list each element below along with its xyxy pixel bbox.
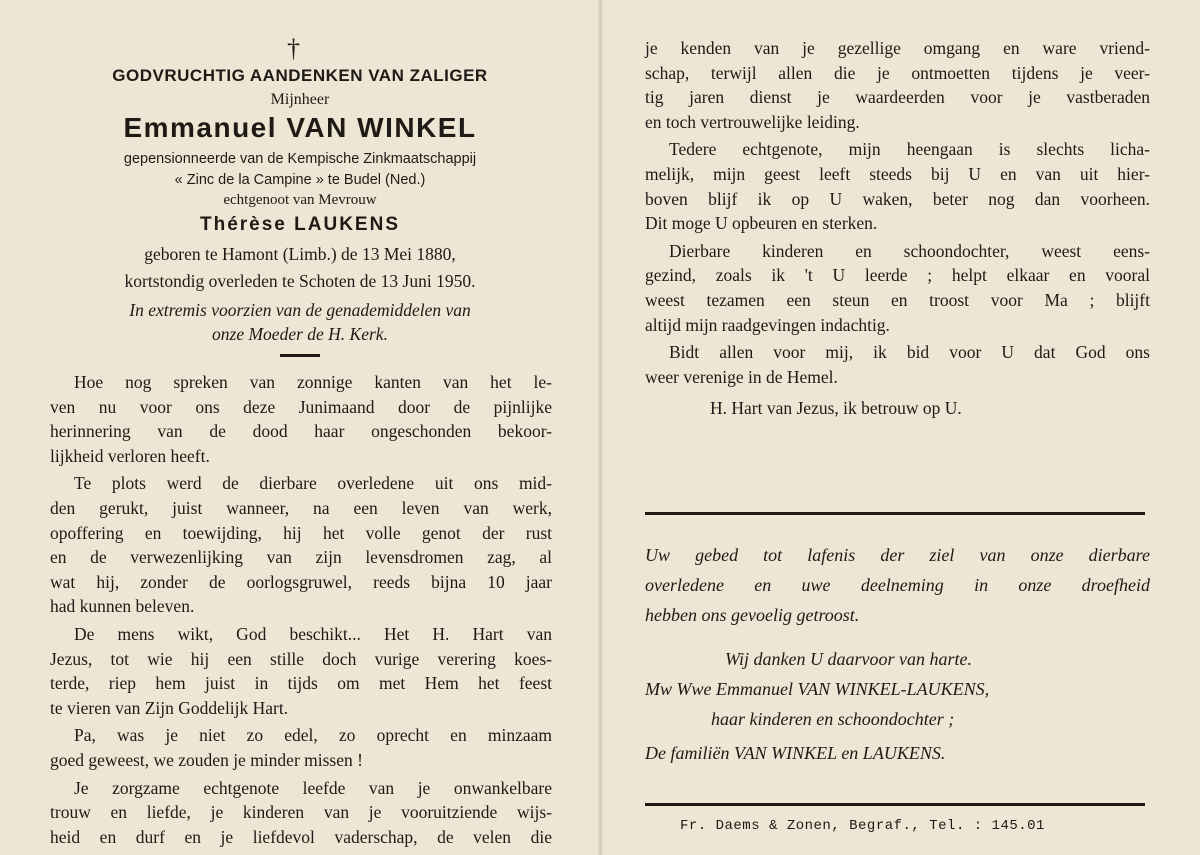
text-line: tig jaren dienst je waardeerden voor je vastberaden bbox=[645, 87, 1150, 108]
text-line: heid en durf en je liefdevol vaderschap, de velen die bbox=[50, 826, 552, 847]
text-line: altijd mijn raadgevingen indachtig. bbox=[645, 314, 890, 335]
text-line: je kenden van je gezellige omgang en ware vriend- bbox=[645, 38, 1150, 58]
occupation-line-1: gepensionneerde van de Kempische Zinkmaatschappij bbox=[123, 151, 477, 167]
text-line: weer verenige in de Hemel. bbox=[645, 366, 838, 387]
salutation: Mijnheer bbox=[270, 91, 330, 108]
text-line: gezind, zoals ik 't U leerde ; helpt elkaar en vooral bbox=[645, 265, 1150, 286]
paragraph bbox=[50, 471, 552, 619]
text-line: Uw gebed tot lafenis der ziel van onze dierbare bbox=[645, 545, 1150, 565]
text-line: ven nu voor ons deze Junimaand door de pijnlijke bbox=[50, 396, 552, 417]
occupation-line-2: « Zinc de la Campine » te Budel (Ned.) bbox=[174, 172, 426, 188]
children-line: haar kinderen en schoondochter ; bbox=[711, 709, 955, 729]
text-line: schap, terwijl allen die je ontmoetten tijdens je veer- bbox=[645, 62, 1150, 83]
widow-line: Mw Wwe Emmanuel VAN WINKEL-LAUKENS, bbox=[645, 679, 990, 699]
text-line: herinnering van de dood haar ongeschonden bekoor- bbox=[50, 421, 552, 442]
text-line: goed geweest, we zouden je minder missen ! bbox=[50, 749, 363, 770]
text-line: Hoe nog spreken van zonnige kanten van het le- bbox=[74, 372, 552, 392]
divider bbox=[645, 512, 1145, 515]
families-line: De familiën VAN WINKEL en LAUKENS. bbox=[645, 743, 946, 763]
text-line: Te plots werd de dierbare overledene uit ons mid- bbox=[74, 473, 552, 494]
paragraph bbox=[645, 36, 1150, 134]
paragraph bbox=[50, 723, 552, 772]
spouse-name: Thérèse LAUKENS bbox=[200, 214, 400, 235]
right-page bbox=[600, 0, 1200, 855]
paragraph bbox=[50, 776, 552, 850]
text-line: hebben ons gevoelig getroost. bbox=[645, 605, 860, 625]
text-line: melijk, mijn geest leeft steeds bij U en van uit hier- bbox=[645, 163, 1150, 184]
text-line: lijkheid verloren heeft. bbox=[50, 445, 210, 466]
paragraph bbox=[645, 137, 1150, 235]
text-line: en de verwezenlijking van zijn levensdromen zag, al bbox=[50, 547, 552, 568]
right-body bbox=[645, 36, 1150, 389]
paragraph bbox=[645, 340, 1150, 389]
paragraph bbox=[50, 622, 552, 720]
thanks-block bbox=[645, 540, 1150, 768]
cross-icon: † bbox=[287, 34, 300, 63]
text-line: boven blijf ik op U waken, beter nog dan voorheen. bbox=[645, 188, 1150, 209]
memorial-title: GODVRUCHTIG AANDENKEN VAN ZALIGER bbox=[112, 66, 488, 85]
left-body bbox=[50, 370, 552, 849]
deceased-name: Emmanuel VAN WINKEL bbox=[123, 112, 477, 143]
birth-line: geboren te Hamont (Limb.) de 13 Mei 1880, bbox=[144, 244, 456, 264]
text-line: te vieren van Zijn Goddelijk Hart. bbox=[50, 697, 289, 718]
text-line: opoffering en toewijding, hij het volle genot der rust bbox=[50, 522, 552, 543]
death-line: kortstondig overleden te Schoten de 13 Juni 1950. bbox=[124, 271, 476, 291]
text-line: en toch vertrouwelijke leiding. bbox=[645, 111, 860, 132]
text-line: had kunnen beleven. bbox=[50, 596, 195, 617]
paragraph bbox=[645, 239, 1150, 337]
text-line: overledene en uwe deelneming in onze droefheid bbox=[645, 575, 1150, 595]
text-line: weest tezamen een steun en troost voor Ma ; blijft bbox=[645, 289, 1150, 310]
text-line: Pa, was je niet zo edel, zo oprecht en minzaam bbox=[74, 725, 552, 746]
text-line: Je zorgzame echtgenote leefde van je onwankelbare bbox=[74, 777, 552, 798]
text-line: den gerukt, juist wanneer, na een leven van werk, bbox=[50, 497, 552, 518]
text-line: trouw en liefde, je kinderen van je vooruitziende wijs- bbox=[50, 802, 552, 823]
text-line: wat hij, zonder de oorlogsgruwel, reeds bijna 10 jaar bbox=[50, 571, 552, 592]
spouse-label: echtgenoot van Mevrouw bbox=[223, 192, 377, 208]
text-line: Bidt allen voor mij, ik bid voor U dat God ons bbox=[669, 342, 1150, 363]
text-line: Tedere echtgenote, mijn heengaan is slechts licha- bbox=[669, 139, 1150, 160]
text-line: Dit moge U opbeuren en sterken. bbox=[645, 213, 878, 234]
paragraph bbox=[50, 370, 552, 468]
printer-credit: Fr. Daems & Zonen, Begraf., Tel. : 145.01 bbox=[680, 818, 1045, 834]
text-line: Jezus, tot wie hij een stille doch vurige verering koes- bbox=[50, 648, 552, 669]
sacred-heart-prayer: H. Hart van Jezus, ik betrouw op U. bbox=[710, 398, 962, 418]
text-line: De mens wikt, God beschikt... Het H. Hart van bbox=[74, 623, 552, 644]
rites-line-2: onze Moeder de H. Kerk. bbox=[212, 324, 388, 344]
thank-you-line: Wij danken U daarvoor van harte. bbox=[725, 649, 972, 669]
divider bbox=[645, 803, 1145, 806]
text-line: terde, riep hem juist in tijds om met Hem het feest bbox=[50, 673, 552, 694]
divider bbox=[280, 354, 320, 357]
rites-line-1: In extremis voorzien van de genademiddelen van bbox=[129, 300, 471, 320]
text-line: Dierbare kinderen en schoondochter, weest eens- bbox=[669, 240, 1150, 261]
